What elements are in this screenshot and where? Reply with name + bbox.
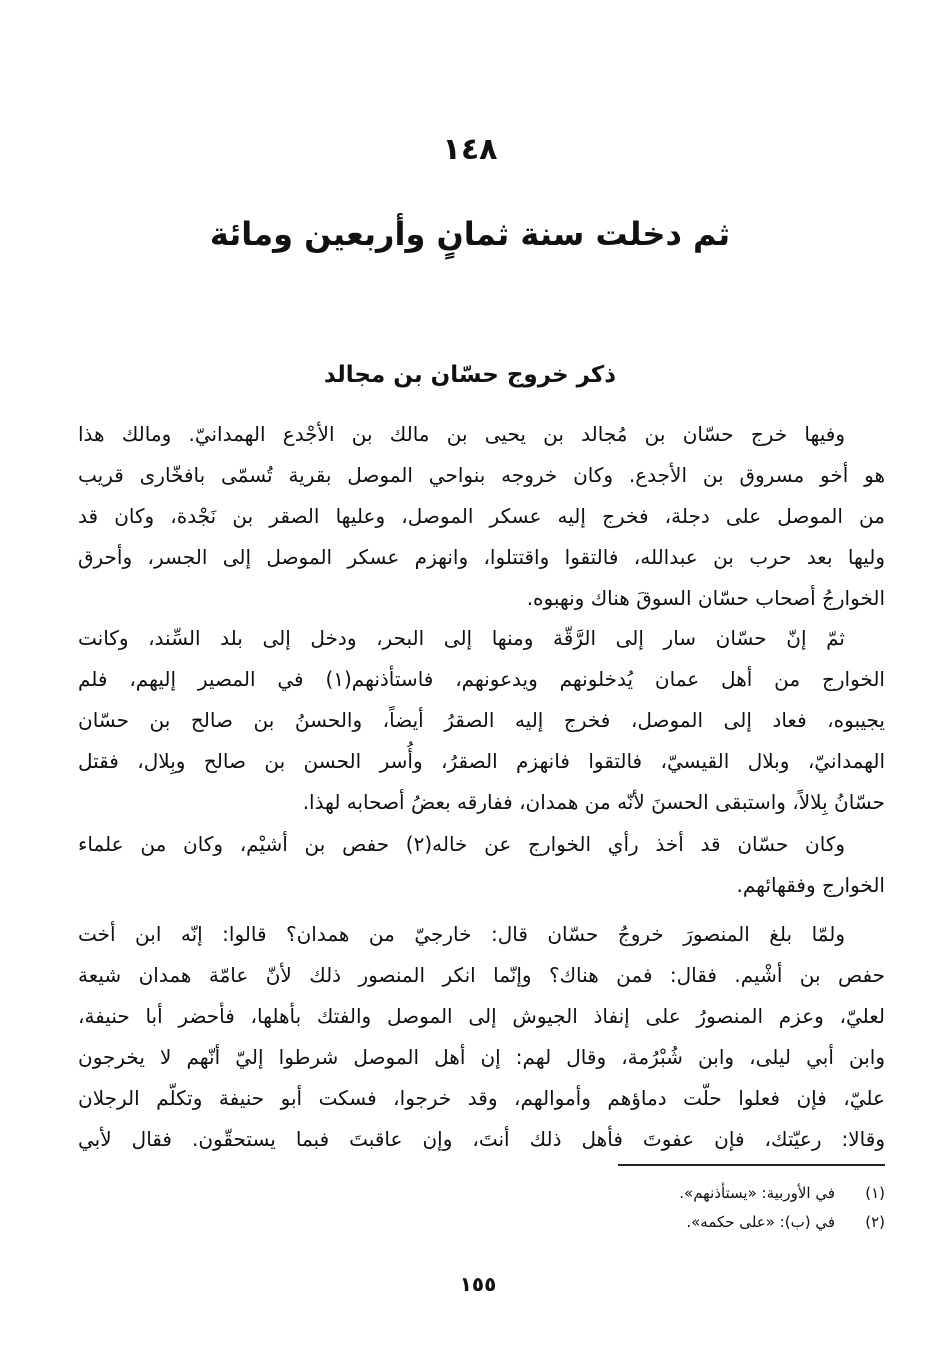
text-line: حفص بن أشْيم. فقال: فمن هناك؟ وإنّما انكر المنصور ذلك لأنّ عامّة همدان شيعة [78,963,885,987]
text-line: وكان حسّان قد أخذ رأي الخوارج عن خاله(٢) حفص بن أشيْم، وكان من علماء [78,832,845,856]
footnote [679,1179,885,1207]
page-number: ١٥٥ [459,1272,497,1296]
text-line: من الموصل على دجلة، فخرج إليه عسكر الموصل، وعليها الصقر بن نَجْدة، وكان قد [78,504,885,528]
chapter-title: ثم دخلت سنة ثمانٍ وأربعين ومائة [209,215,731,253]
footnote-text: في (ب): «على حكمه». [686,1213,835,1231]
text-line: ولمّا بلغ المنصورَ خروجُ حسّان قال: خارجيّ من همدان؟ قالوا: إنّه ابن أخت [78,922,845,946]
chapter-number: ١٤٨ [442,132,498,167]
text-line: الخوارج وفقهائهم. [736,873,885,897]
footnote-text: في الأوربية: «يستأذنهم». [679,1184,835,1202]
paragraph-4 [78,914,885,1160]
footnote-divider [618,1164,885,1166]
text-line: يجيبوه، فعاد إلى الموصل، فخرج إليه الصقرُ أيضاً، والحسنُ بن صالح بن حسّان [78,708,885,732]
text-line: ثمّ إنّ حسّان سار إلى الرَّقّة ومنها إلى البحر، ودخل إلى بلد السِّند، وكانت [78,626,845,650]
section-title: ذكر خروج حسّان بن مجالد [323,362,617,388]
text-line: وفيها خرج حسّان بن مُجالد بن يحيى بن مالك بن الأجْدع الهمدانيّ. ومالك هذا [78,422,845,446]
footnote-number: (١) [865,1184,885,1202]
text-line: وقالا: رعيّتك، فإن عفوتَ فأهل ذلك أنتَ، وإن عاقبتَ فبما يستحقّون. فقال لأبي [78,1127,885,1151]
paragraph-2 [78,618,885,823]
text-line: لعليّ، وعزم المنصورُ على إنفاذ الجيوش إلى الموصل والفتك بأهلها، فأحضر أبا حنيفة، [78,1004,885,1028]
footnote [686,1208,885,1236]
text-line: الخوارجُ أصحاب حسّان السوقَ هناك ونهبوه. [526,586,885,610]
paragraph-1 [78,414,885,619]
paragraph-3 [78,824,885,906]
text-line: وابن أبي ليلى، وابن شُبْرُمة، وقال لهم: إن أهل الموصل شرطوا إليّ أنّهم لا يخرجون [78,1045,885,1069]
text-line: الخوارج من أهل عمان يُدخلونهم ويدعونهم، فاستأذنهم(١) في المصير إليهم، فلم [78,667,885,691]
text-line: هو أخو مسروق بن الأجدع. وكان خروجه بنواحي الموصل بقرية تُسمّى بافخّارى قريب [78,463,885,487]
footnote-number: (٢) [865,1213,885,1231]
text-line: عليّ، فإن فعلوا حلّت دماؤهم وأموالهم، وقد خرجوا، فسكت أبو حنيفة وتكلّم الرجلان [78,1086,885,1110]
text-line: الهمدانيّ، وبلال القيسيّ، فالتقوا فانهزم الصقرُ، وأُسر الحسن بن صالح وبِلال، فقتل [78,749,885,773]
text-line: وليها بعد حرب بن عبدالله، فالتقوا واقتتلوا، وانهزم عسكر الموصل إلى الجسر، وأحرق [78,545,885,569]
text-line: حسّانُ بِلالاً، واستبقى الحسنَ لأنّه من همدان، ففارقه بعضُ أصحابه لهذا. [302,790,885,814]
